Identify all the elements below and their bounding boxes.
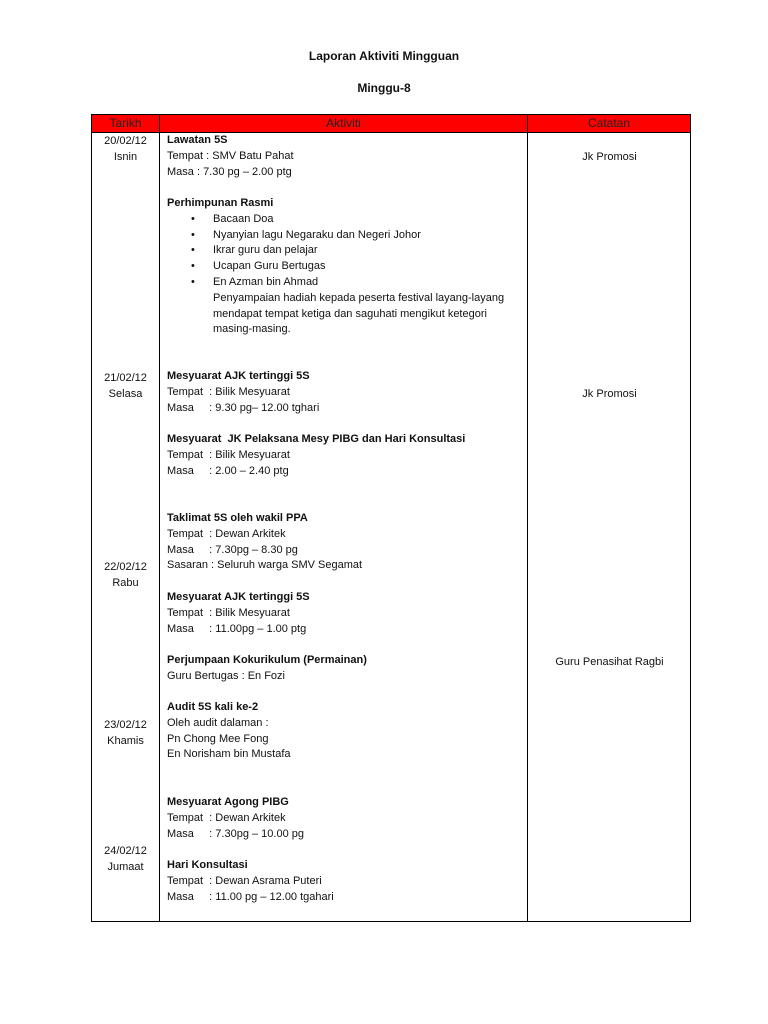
activity-block: [167, 196, 527, 338]
day-value: Jumaat: [107, 861, 144, 873]
note-cell: Guru Penasihat Ragbi: [555, 656, 664, 668]
date-cell: [92, 717, 159, 749]
activity-block: [167, 369, 527, 416]
activity-title: Taklimat 5S oleh wakil PPA: [167, 512, 308, 524]
activity-block: [167, 511, 527, 574]
date-value: 21/02/12: [104, 372, 147, 384]
activity-detail: Tempat : Dewan Asrama Puteri: [167, 874, 322, 887]
date-cell: [92, 843, 159, 875]
activity-detail: Sasaran : Seluruh warga SMV Segamat: [167, 559, 363, 572]
activity-detail: Tempat : Dewan Arkitek: [167, 527, 286, 540]
list-item: • Ikrar guru dan pelajar: [167, 243, 527, 259]
note-cell: Jk Promosi: [582, 388, 637, 400]
date-cell: [92, 133, 159, 165]
column-divider: [159, 115, 160, 921]
activity-detail: Masa : 11.00pg – 1.00 ptg: [167, 622, 307, 635]
list-item: • Ucapan Guru Bertugas: [167, 259, 527, 275]
list-continuation: mendapat tempat ketiga dan saguhati mengikut ketegori: [213, 307, 487, 320]
list-item: • En Azman bin Ahmad: [167, 275, 527, 291]
activity-block: [167, 653, 527, 685]
document-title: Laporan Aktiviti Mingguan: [308, 49, 460, 63]
activity-detail: Masa : 11.00 pg – 12.00 tgahari: [167, 890, 334, 903]
date-value: 24/02/12: [104, 845, 147, 857]
header-aktiviti: Aktiviti: [326, 116, 361, 130]
activity-detail: Guru Bertugas : En Fozi: [167, 669, 285, 682]
day-value: Isnin: [113, 151, 138, 163]
activity-detail: Tempat : Bilik Mesyuarat: [167, 448, 290, 461]
activity-detail: Tempat : Bilik Mesyuarat: [167, 385, 290, 398]
activity-detail: Oleh audit dalaman :: [167, 716, 269, 729]
week-label: Minggu-8: [357, 81, 411, 95]
day-value: Rabu: [112, 577, 139, 589]
activity-detail: Tempat : Bilik Mesyuarat: [167, 606, 290, 619]
list-item: • Bacaan Doa: [167, 212, 527, 228]
activity-block: [167, 700, 527, 763]
day-value: Selasa: [108, 388, 143, 400]
activity-detail: Masa : 9.30 pg– 12.00 tghari: [167, 401, 320, 414]
activity-block: [167, 590, 527, 637]
date-value: 20/02/12: [104, 135, 147, 147]
activity-detail: Masa : 2.00 – 2.40 ptg: [167, 464, 289, 477]
activity-title: Mesyuarat AJK tertinggi 5S: [167, 591, 310, 603]
date-cell: [92, 370, 159, 402]
activity-detail: En Norisham bin Mustafa: [167, 748, 291, 761]
activity-title: Audit 5S kali ke-2: [167, 701, 259, 713]
activity-title: Mesyuarat Agong PIBG: [167, 796, 289, 808]
header-tarikh: Tarikh: [109, 116, 142, 130]
activity-title: Lawatan 5S: [167, 134, 228, 146]
activity-detail: Tempat : SMV Batu Pahat: [167, 149, 294, 162]
activity-block: [167, 432, 527, 479]
date-value: 22/02/12: [104, 561, 147, 573]
activity-detail: Masa : 7.30pg – 10.00 pg: [167, 827, 304, 840]
activity-title: Hari Konsultasi: [167, 859, 248, 871]
list-item: • Nyanyian lagu Negaraku dan Negeri Johor: [167, 228, 527, 244]
agenda-list: [167, 212, 527, 291]
date-cell: [92, 559, 159, 591]
day-value: Khamis: [107, 735, 144, 747]
list-continuation: Penyampaian hadiah kepada peserta festival layang-layang: [213, 291, 505, 304]
activity-table: [91, 114, 691, 922]
activity-block: [167, 795, 527, 842]
activity-block: [167, 133, 527, 180]
header-catatan: Catatan: [587, 116, 631, 130]
activity-detail: Masa : 7.30pg – 8.30 pg: [167, 543, 298, 556]
date-value: 23/02/12: [104, 719, 147, 731]
activity-title: Mesyuarat JK Pelaksana Mesy PIBG dan Hari Konsultasi: [167, 433, 466, 445]
activity-block: [167, 858, 527, 905]
activity-title: Perjumpaan Kokurikulum (Permainan): [167, 654, 367, 666]
note-cell: Jk Promosi: [582, 151, 637, 163]
table-header: [92, 115, 690, 133]
activity-detail: Pn Chong Mee Fong: [167, 732, 269, 745]
activity-detail: Masa : 7.30 pg – 2.00 ptg: [167, 165, 292, 178]
activity-title: Perhimpunan Rasmi: [167, 197, 274, 209]
activity-title: Mesyuarat AJK tertinggi 5S: [167, 370, 310, 382]
column-divider: [527, 115, 528, 921]
list-continuation: masing-masing.: [213, 323, 291, 336]
activity-detail: Tempat : Dewan Arkitek: [167, 811, 286, 824]
